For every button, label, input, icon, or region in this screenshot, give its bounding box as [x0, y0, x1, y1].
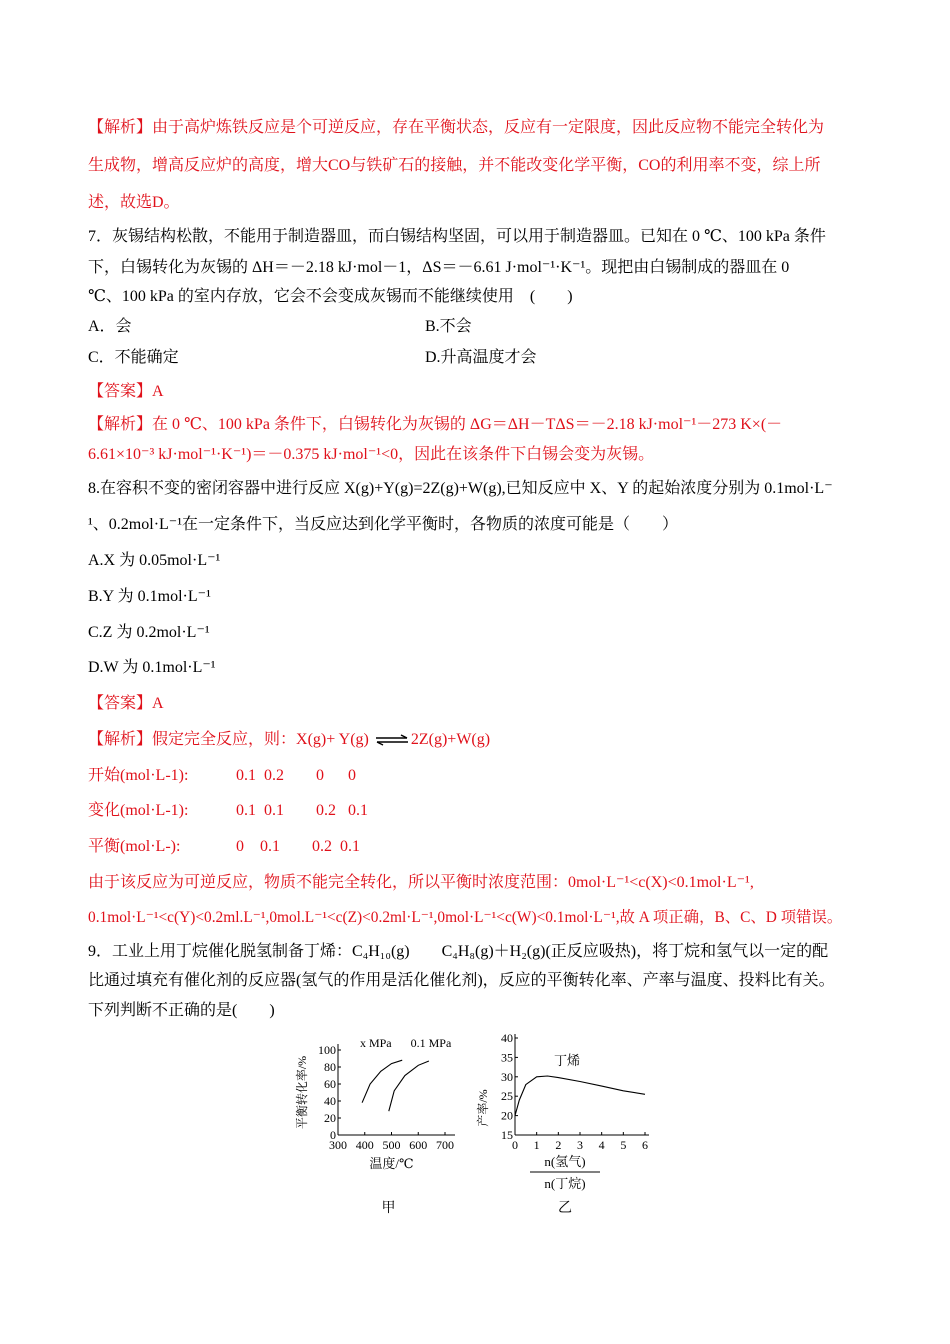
q7-line-3: ℃、100 kPa 的室内存放，它会不会变成灰锡而不能继续使用 ( ) — [88, 288, 573, 305]
q9-line-3: 下列判断不正确的是( ) — [88, 1002, 275, 1019]
x-tick-label: 3 — [577, 1138, 583, 1152]
row-label: 开始(mol·L-1): — [88, 767, 189, 784]
q8-conclusion-2: 0.1mol·L⁻¹<c(Y)<0.2ml.L⁻¹,0mol.L⁻¹<c(Z)<0.2ml·L⁻¹,0mol·L⁻¹<c(W)<0.1mol·L⁻¹,故 A 项正确，B、C、D 项错误。 — [88, 909, 843, 926]
chart-caption: 乙 — [558, 1201, 572, 1216]
row-values: 0.1 0.1 0.2 0.1 — [236, 802, 368, 819]
x-axis-label: 温度/℃ — [369, 1156, 414, 1171]
x-tick-label: 2 — [555, 1138, 562, 1152]
q8-row-start — [88, 765, 356, 787]
row-label: 平衡(mol·L-): — [88, 838, 181, 855]
x-tick-label: 1 — [533, 1138, 540, 1152]
q7-analysis-text-1: 在 0 ℃、100 kPa 条件下，白锡转化为灰锡的 ΔG＝ΔH－TΔS＝－2.18 kJ·mol⁻¹－273 K×(－ — [152, 416, 783, 433]
y-tick-label: 35 — [501, 1050, 513, 1065]
y-axis-label: 平衡转化率/% — [295, 1055, 309, 1130]
y-tick-label: 60 — [324, 1077, 336, 1091]
analysis-6-line-2: 生成物，增高反应炉的高度，增大CO与铁矿石的接触，并不能改变化学平衡，CO的利用率不变，综上所 — [88, 157, 821, 174]
series-line-2 — [389, 1061, 429, 1111]
x-tick-label: 0 — [512, 1138, 518, 1152]
q8-option-a: A.X 为 0.05mol·L⁻¹ — [88, 552, 221, 569]
q7-answer — [88, 381, 164, 403]
analysis-6-line-3: 述，故选D。 — [88, 194, 180, 211]
x-tick-label: 6 — [642, 1138, 648, 1152]
x-axis-label-denominator: n(丁烷) — [544, 1176, 586, 1191]
y-tick-label: 20 — [324, 1111, 336, 1125]
y-tick-label: 100 — [318, 1043, 336, 1057]
y-tick-label: 15 — [501, 1128, 513, 1142]
y-tick-label: 40 — [324, 1094, 336, 1108]
x-tick-label: 300 — [329, 1138, 347, 1152]
y-tick-label: 80 — [324, 1060, 336, 1074]
q8-analysis-intro — [88, 729, 490, 751]
row-values: 0.1 0.2 0 0 — [236, 767, 356, 784]
series-label-2: 0.1 MPa — [410, 1036, 452, 1050]
chart-conversion-vs-temperature — [290, 1030, 475, 1220]
q8-option-b: B.Y 为 0.1mol·L⁻¹ — [88, 588, 211, 605]
analysis-6-text-1: 由于高炉炼铁反应是个可逆反应，存在平衡状态，反应有一定限度，因此反应物不能完全转化为 — [152, 119, 825, 136]
q8-line-1: 8.在容积不变的密闭容器中进行反应 X(g)+Y(g)=2Z(g)+W(g),已知反应中 X、Y 的起始浓度分别为 0.1mol·L⁻ — [88, 480, 833, 497]
q8-option-c: C.Z 为 0.2mol·L⁻¹ — [88, 624, 210, 641]
q7-option-a: A．会 — [88, 318, 132, 335]
x-axis-label-numerator: n(氢气) — [544, 1154, 586, 1169]
answer-tag: 【答案】 — [88, 695, 153, 712]
y-tick-label: 20 — [501, 1108, 513, 1123]
answer-value: A — [152, 383, 164, 400]
x-tick-label: 4 — [598, 1138, 605, 1152]
q7-line-2: 下，白锡转化为灰锡的 ΔH＝－2.18 kJ·mol－1，ΔS＝－6.61 J·mol⁻¹·K⁻¹。现把由白锡制成的器皿在 0 — [88, 259, 790, 276]
q9-line-1: 9．工业上用丁烷催化脱氢制备丁烯：C₄H₁₀(g) C₄H₈(g)＋H₂(g)(正反应吸热)，将丁烷和氢气以一定的配 — [88, 943, 829, 960]
q7-analysis-line-2: 6.61×10⁻³ kJ·mol⁻¹·K⁻¹)＝－0.375 kJ·mol⁻¹<0，因此在该条件下白锡会变为灰锡。 — [88, 446, 655, 463]
series-label-1: 丁烯 — [553, 1053, 581, 1069]
y-tick-label: 40 — [501, 1031, 513, 1045]
chart-yield-vs-ratio — [475, 1030, 665, 1220]
q7-option-d: D.升高温度才会 — [425, 349, 537, 366]
analysis-tag: 【解析】 — [88, 119, 153, 136]
analysis-tag: 【解析】 — [88, 416, 153, 433]
y-tick-label: 0 — [330, 1128, 336, 1142]
q7-option-b: B.不会 — [425, 318, 472, 335]
q8-row-change — [88, 800, 368, 822]
equilibrium-arrow-icon — [375, 734, 409, 746]
q8-answer — [88, 693, 164, 715]
x-tick-label: 700 — [436, 1138, 454, 1152]
series-line-1 — [515, 1076, 645, 1116]
answer-value: A — [152, 695, 164, 712]
y-tick-label: 25 — [501, 1089, 513, 1104]
q9-line-2: 比通过填充有催化剂的反应器(氢气的作用是活化催化剂)，反应的平衡转化率、产率与温度、投料比有关。 — [88, 972, 835, 989]
q8-option-d: D.W 为 0.1mol·L⁻¹ — [88, 659, 216, 676]
x-tick-label: 400 — [355, 1138, 374, 1152]
chart-caption: 甲 — [381, 1201, 396, 1216]
series-label-1: x MPa — [359, 1036, 392, 1050]
answer-tag: 【答案】 — [88, 383, 153, 400]
q8-line-2: ¹、0.2mol·L⁻¹在一定条件下，当反应达到化学平衡时，各物质的浓度可能是（ ） — [88, 516, 679, 533]
x-tick-label: 5 — [620, 1138, 627, 1152]
row-label: 变化(mol·L-1): — [88, 802, 189, 819]
analysis-6-line-1 — [88, 117, 824, 139]
analysis-products: 2Z(g)+W(g) — [410, 731, 491, 748]
q8-conclusion-1: 由于该反应为可逆反应，物质不能完全转化，所以平衡时浓度范围：0mol·L⁻¹<c(X)<0.1mol·L⁻¹, — [88, 874, 754, 891]
q7-option-c: C．不能确定 — [88, 349, 179, 366]
q7-line-1: 7．灰锡结构松散，不能用于制造器皿，而白锡结构坚固，可以用于制造器皿。已知在 0 ℃、100 kPa 条件 — [88, 228, 826, 245]
x-tick-label: 500 — [382, 1138, 401, 1152]
x-tick-label: 600 — [409, 1138, 428, 1152]
q8-row-equilibrium — [88, 836, 360, 858]
analysis-tag: 【解析】 — [88, 731, 153, 748]
y-axis-label: 产率/% — [476, 1089, 490, 1127]
row-values: 0 0.1 0.2 0.1 — [236, 838, 360, 855]
series-line-1 — [362, 1060, 402, 1103]
y-tick-label: 30 — [501, 1069, 513, 1084]
q7-analysis-line-1 — [88, 414, 782, 436]
analysis-intro-text: 假定完全反应，则：X(g)+ Y(g) — [152, 731, 369, 748]
